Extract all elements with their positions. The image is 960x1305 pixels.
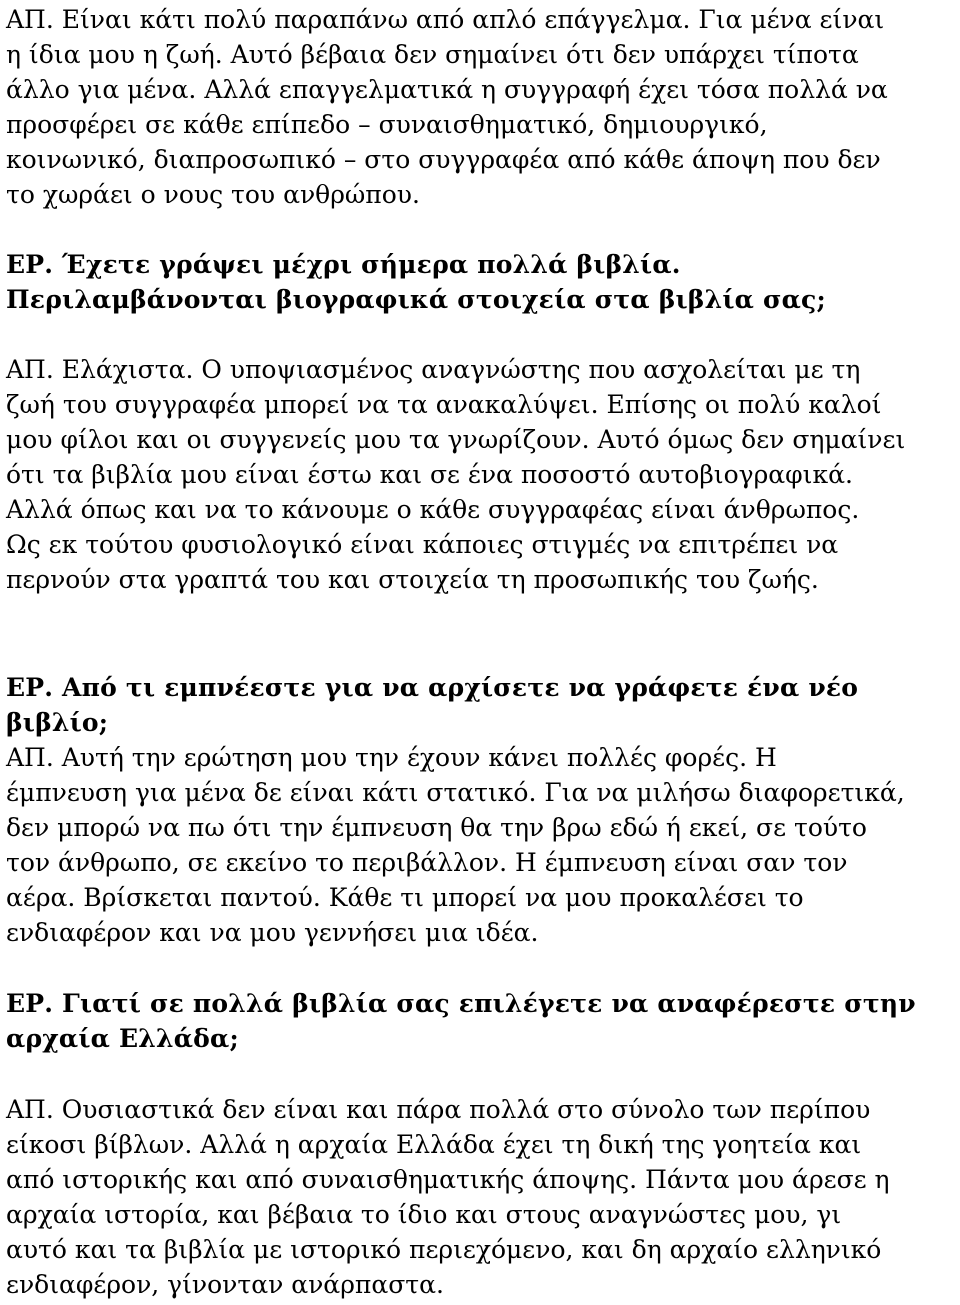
text-line: ΑΠ. Αυτή την ερώτηση μου την έχουν κάνει πολλές φορές. Η (6, 743, 777, 772)
text-line: από ιστορικής και από συναισθηματικής άποψης. Πάντα μου άρεσε η (6, 1165, 890, 1194)
text-line: Ως εκ τούτου φυσιολογικό είναι κάποιες στιγμές να επιτρέπει να (6, 530, 839, 559)
answer-paragraph (6, 1092, 956, 1302)
text-line: προσφέρει σε κάθε επίπεδο – συναισθηματικό, δημιουργικό, (6, 110, 768, 139)
text-line: δεν μπορώ να πω ότι την έμπνευση θα την βρω εδώ ή εκεί, σε τούτο (6, 813, 867, 842)
text-line: αρχαία ιστορία, και βέβαια το ίδιο και στους αναγνώστες μου, γι (6, 1200, 842, 1229)
text-line: ΑΠ. Ουσιαστικά δεν είναι και πάρα πολλά στο σύνολο των περίπου (6, 1095, 871, 1124)
text-line: ότι τα βιβλία μου είναι έστω και σε ένα ποσοστό αυτοβιογραφικά. (6, 460, 853, 489)
text-line: αυτό και τα βιβλία με ιστορικό περιεχόμενο, και δη αρχαίο ελληνικό (6, 1235, 882, 1264)
text-line: ενδιαφέρον, γίνονταν ανάρπαστα. (6, 1270, 444, 1299)
text-line: το χωράει ο νους του ανθρώπου. (6, 180, 420, 209)
text-line: ΑΠ. Ελάχιστα. Ο υποψιασμένος αναγνώστης που ασχολείται με τη (6, 355, 861, 384)
question-line: Περιλαμβάνονται βιογραφικά στοιχεία στα βιβλία σας; (6, 285, 826, 314)
text-line: είκοσι βίβλων. Αλλά η αρχαία Ελλάδα έχει τη δική της γοητεία και (6, 1130, 862, 1159)
text-line: περνούν στα γραπτά του και στοιχεία τη προσωπικής του ζωής. (6, 565, 819, 594)
question-heading (6, 986, 956, 1056)
text-line: ΑΠ. Είναι κάτι πολύ παραπάνω από απλό επάγγελμα. Για μένα είναι (6, 5, 885, 34)
answer-paragraph (6, 352, 956, 597)
text-line: κοινωνικό, διαπροσωπικό – στο συγγραφέα από κάθε άποψη που δεν (6, 145, 881, 174)
text-line: μου φίλοι και οι συγγενείς μου τα γνωρίζουν. Αυτό όμως δεν σημαίνει (6, 425, 906, 454)
question-line: ΕΡ. Από τι εμπνέεστε για να αρχίσετε να γράφετε ένα νέο (6, 673, 859, 702)
question-heading (6, 670, 956, 740)
text-line: άλλο για μένα. Αλλά επαγγελματικά η συγγραφή έχει τόσα πολλά να (6, 75, 888, 104)
question-line: ΕΡ. Έχετε γράψει μέχρι σήμερα πολλά βιβλία. (6, 250, 681, 279)
text-line: αέρα. Βρίσκεται παντού. Κάθε τι μπορεί να μου προκαλέσει το (6, 883, 804, 912)
text-line: ζωή του συγγραφέα μπορεί να τα ανακαλύψει. Επίσης οι πολύ καλοί (6, 390, 882, 419)
question-heading (6, 247, 956, 317)
question-line: ΕΡ. Γιατί σε πολλά βιβλία σας επιλέγετε να αναφέρεστε στην (6, 989, 916, 1018)
text-line: Αλλά όπως και να το κάνουμε ο κάθε συγγραφέας είναι άνθρωπος. (6, 495, 860, 524)
question-line: βιβλίο; (6, 708, 109, 737)
answer-paragraph (6, 740, 956, 950)
text-line: ενδιαφέρον και να μου γεννήσει μια ιδέα. (6, 918, 539, 947)
text-line: τον άνθρωπο, σε εκείνο το περιβάλλον. Η έμπνευση είναι σαν τον (6, 848, 848, 877)
answer-paragraph (6, 2, 956, 212)
text-line: έμπνευση για μένα δε είναι κάτι στατικό. Για να μιλήσω διαφορετικά, (6, 778, 905, 807)
question-line: αρχαία Ελλάδα; (6, 1024, 239, 1053)
text-line: η ίδια μου η ζωή. Αυτό βέβαια δεν σημαίνει ότι δεν υπάρχει τίποτα (6, 40, 859, 69)
